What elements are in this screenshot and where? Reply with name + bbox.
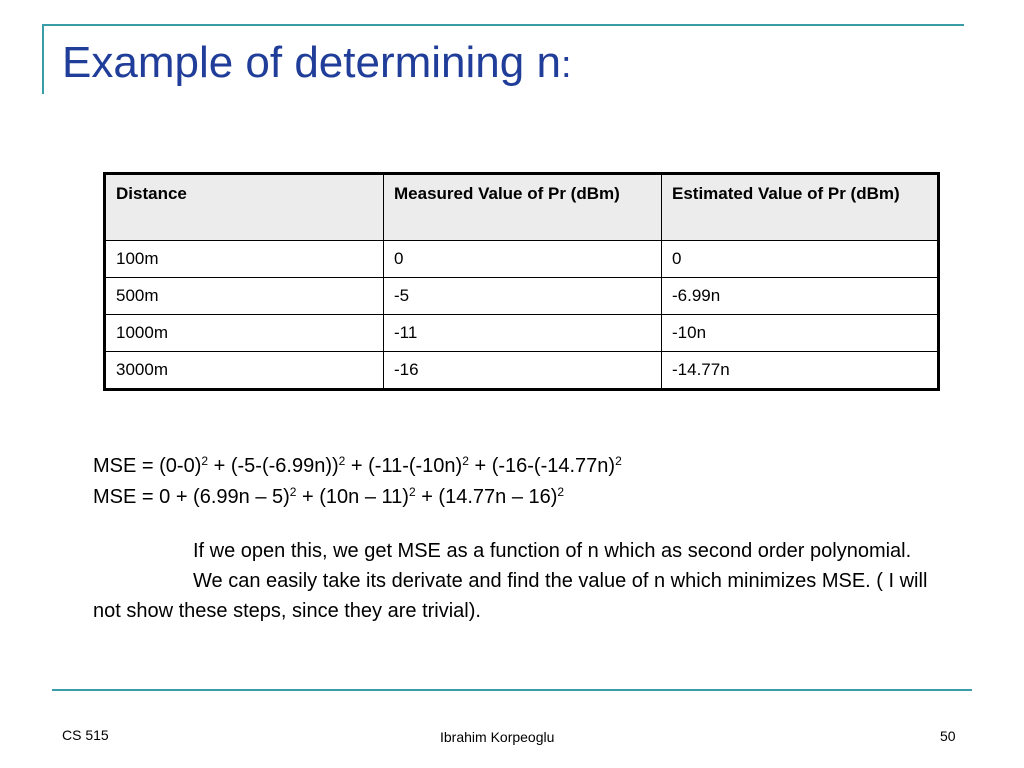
mse-equation-2: MSE = 0 + (6.99n – 5)$^2$ + (10n – 11)$^2$ + (14.77n – 16)$^2$ (93, 485, 565, 508)
cell-estimated: -14.77n (662, 352, 939, 390)
table-row (105, 241, 939, 278)
table-row (105, 315, 939, 352)
footer-course: CS 515 (62, 727, 109, 743)
explanation-paragraph-2: We can easily take its derivate and find the value of n which minimizes MSE. ( I will not show these steps, since they are trivial). (93, 570, 928, 622)
title-colon: : (560, 44, 572, 86)
footer-author: Ibrahim Korpeoglu (440, 729, 555, 745)
cell-estimated: 0 (662, 241, 939, 278)
slide-title: Example of determining n: (62, 38, 572, 87)
cell-estimated: -10n (662, 315, 939, 352)
cell-measured: -16 (384, 352, 662, 390)
header-distance: Distance (105, 174, 384, 241)
cell-distance: 3000m (105, 352, 384, 390)
explanation-paragraph-1: If we open this, we get MSE as a function of n which as second order polynomial. (193, 540, 912, 562)
cell-distance: 1000m (105, 315, 384, 352)
explanation-text (93, 536, 928, 626)
cell-distance: 500m (105, 278, 384, 315)
cell-distance: 100m (105, 241, 384, 278)
cell-measured: -5 (384, 278, 662, 315)
mse-equation-1: MSE = $(0-0)^2 + (-5-(-6.99n))^2 + (-11-(-10n)^2 + (-16-(-14.77n)^2$ (93, 454, 622, 477)
bottom-rule (52, 689, 972, 691)
footer-page-number: 50 (940, 728, 956, 744)
cell-measured: -11 (384, 315, 662, 352)
table-header-row (105, 174, 939, 241)
table-row (105, 278, 939, 315)
top-rule (42, 24, 964, 26)
measurement-table (103, 172, 940, 391)
header-estimated: Estimated Value of Pr (dBm) (662, 174, 939, 241)
header-measured: Measured Value of Pr (dBm) (384, 174, 662, 241)
cell-measured: 0 (384, 241, 662, 278)
cell-estimated: -6.99n (662, 278, 939, 315)
table-row (105, 352, 939, 390)
left-rule (42, 24, 44, 94)
